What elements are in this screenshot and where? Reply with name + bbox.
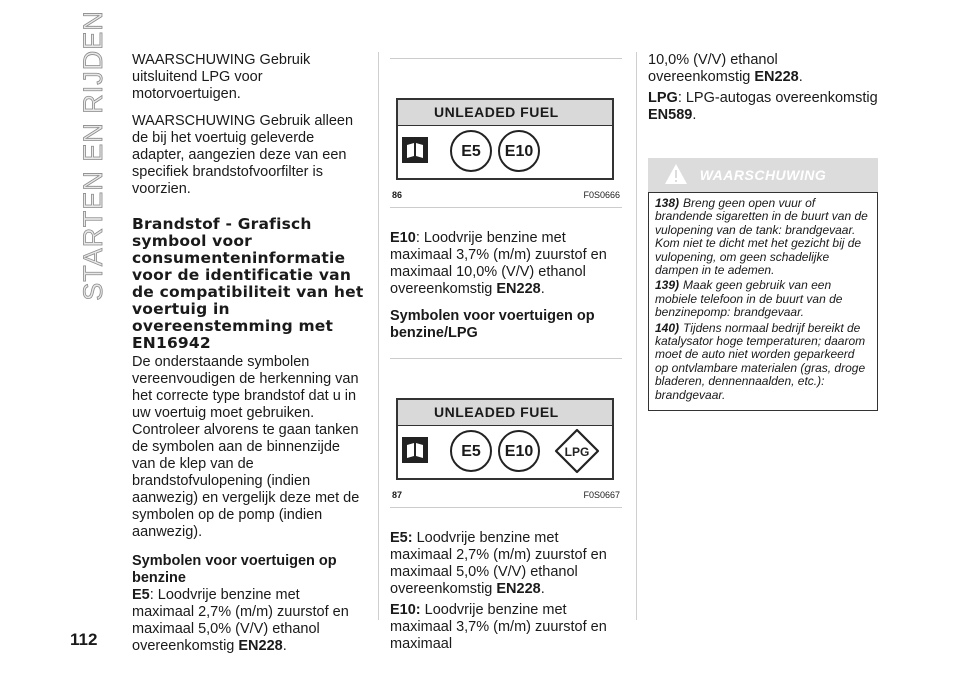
warning-number: 138): [655, 196, 680, 210]
e5b-end: .: [540, 581, 545, 597]
warning-header: [648, 158, 878, 192]
warning-text: Tijdens normaal bedrijf bereikt de katalysator hoge temperaturen; daarom moet de auto niet worden geparkeerd op ontvlambare materialen (gras, droge bladeren, dennennaalden, etc.): brandgevaar.: [655, 320, 866, 402]
e5-standard: EN228: [238, 638, 283, 654]
e10b-code: E10:: [390, 602, 421, 618]
warning-number: 140): [655, 320, 680, 335]
figure-number: 86: [392, 190, 403, 200]
e5-end: .: [282, 638, 287, 654]
cont-text: 10,0% (V/V) ethanol overeenkomstig: [648, 52, 778, 85]
warning-box: [648, 192, 878, 411]
warning-number: 139): [655, 278, 680, 293]
e5-code: E5: [132, 587, 150, 603]
figure-top-rule: [390, 358, 622, 359]
e10b-text: Loodvrije benzine met maximaal 3,7% (m/m) zuurstof en maximaal: [390, 602, 607, 652]
label-title: UNLEADED FUEL: [398, 400, 612, 426]
section-heading-fuel-symbol: Brandstof - Grafisch symbool voor consumenteninformatie voor de identificatie van de compatibiliteit van het voertuig in overeenstemming met EN16942: [132, 215, 364, 352]
figure-code: F0S0666: [583, 190, 620, 200]
warning-text: Breng geen open vuur of brandende sigaretten in de buurt van de vulopening van de tank: brandgevaar. Kom niet te dicht met het gezicht bij de vulopening, om geen schadelijke dampen in te ademen.: [655, 196, 868, 278]
label-title: UNLEADED FUEL: [398, 100, 612, 126]
column-divider: [636, 52, 637, 620]
lpg-end: .: [692, 107, 697, 123]
e10-symbol: E10: [498, 430, 540, 472]
column-1: [132, 52, 364, 665]
figure-bottom-rule: [390, 207, 622, 208]
figure-code: F0S0667: [583, 490, 620, 500]
e10-code: E10: [390, 230, 416, 246]
e10-lpg-definition: [390, 602, 622, 653]
lpg-standard: EN589: [648, 107, 693, 123]
warning-title: WAARSCHUWING: [699, 166, 827, 183]
lpg-definition: [648, 90, 878, 124]
column-2: [390, 52, 622, 663]
warning-lpg-only: WAARSCHUWING Gebruik uitsluitend LPG voor motorvoertuigen.: [132, 52, 311, 102]
warning-adapter: WAARSCHUWING Gebruik alleen de bij het voertuig geleverde adapter, aangezien deze van een specifiek brandstofvoorfilter is voorzien.: [132, 113, 354, 197]
e5-symbol: E5: [450, 430, 492, 472]
lpg-code: LPG: [648, 90, 678, 106]
e5b-standard: EN228: [496, 581, 541, 597]
e10-continuation: [648, 52, 878, 86]
figure-bottom-rule: [390, 507, 622, 508]
chapter-title-text: STARTEN EN RIJDEN: [77, 9, 108, 301]
manual-book-icon: [402, 437, 428, 463]
column-divider: [378, 52, 379, 620]
subheading-petrol-symbols: Symbolen voor voertuigen op benzine: [132, 553, 337, 586]
page-number: 112: [70, 630, 98, 649]
e5-symbol: E5: [450, 130, 492, 172]
e10-text: : Loodvrije benzine met maximaal 3,7% (m/m) zuurstof en maximaal 10,0% (V/V) ethanol overeenkomstig: [390, 230, 607, 297]
lpg-symbol-text: LPG: [564, 445, 590, 459]
cont-standard: EN228: [754, 69, 799, 85]
figure-87: [390, 352, 622, 522]
warning-item: [655, 279, 871, 319]
e5-text: : Loodvrije benzine met maximaal 2,7% (m/m) zuurstof en maximaal 5,0% (V/V) ethanol overeenkomstig: [132, 587, 349, 654]
lpg-text: : LPG-autogas overeenkomstig: [677, 90, 878, 106]
warning-text: Maak geen gebruik van een mobiele telefoon in de buurt van de benzinepomp: brandgevaar.: [655, 278, 843, 320]
lpg-diamond-icon: [552, 426, 602, 476]
e10-end: .: [540, 281, 545, 297]
figure-86: [390, 52, 622, 222]
e10-definition: [390, 230, 622, 298]
e5b-code: E5:: [390, 530, 413, 546]
manual-book-icon: [402, 137, 428, 163]
fuel-label: [396, 98, 614, 180]
chapter-title: [77, 9, 108, 301]
e5-lpg-definition: [390, 530, 622, 598]
cont-end: .: [798, 69, 803, 85]
intro-paragraph: De onderstaande symbolen vereenvoudigen de herkenning van het correcte type brandstof dat u in uw voertuig moet gebruiken. Controleer alvorens te gaan tanken de symbolen aan de binnenzijde van de klep van de brandstofvulopening (indien aanwezig) en vergelijk deze met de symbolen op de pomp (indien aanwezig).: [132, 354, 360, 540]
e10-standard: EN228: [496, 281, 541, 297]
column-3: [648, 52, 878, 411]
figure-top-rule: [390, 58, 622, 59]
fuel-label: [396, 398, 614, 480]
warning-triangle-icon: [664, 163, 688, 185]
e5-definition: [132, 587, 364, 655]
e5b-text: Loodvrije benzine met maximaal 2,7% (m/m) zuurstof en maximaal 5,0% (V/V) ethanol overeenkomstig: [390, 530, 607, 597]
figure-number: 87: [392, 490, 403, 500]
warning-item: [655, 197, 871, 277]
warning-item: [655, 322, 871, 402]
e10-symbol: E10: [498, 130, 540, 172]
subheading-petrol-lpg-symbols: Symbolen voor voertuigen op benzine/LPG: [390, 308, 595, 341]
